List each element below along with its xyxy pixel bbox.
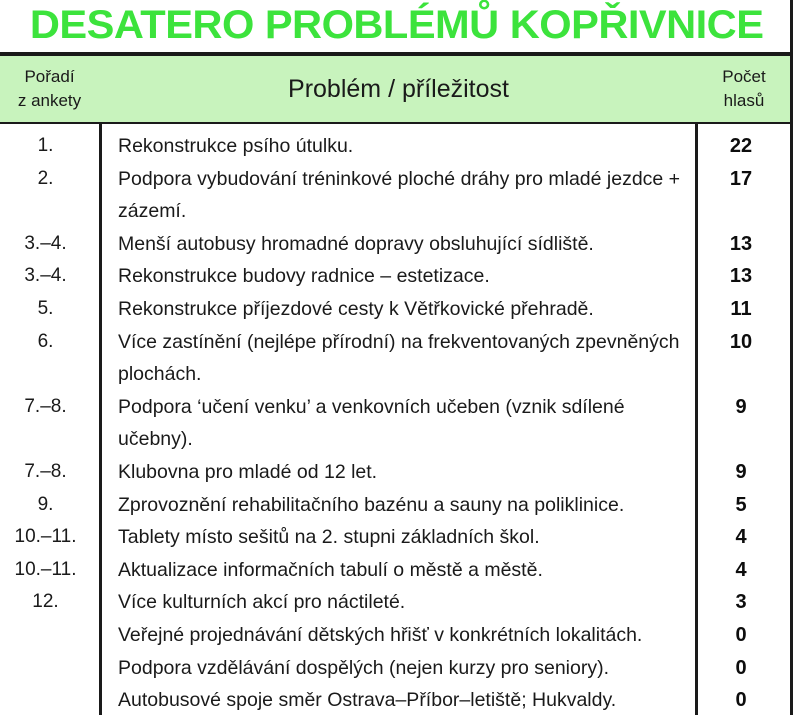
cell-rank: 2. — [37, 167, 54, 189]
cell-votes: 10 — [729, 330, 753, 353]
cell-issue: Rekonstrukce psího útulku. — [118, 135, 354, 157]
cell-votes: 0 — [735, 689, 747, 712]
table-row — [0, 130, 790, 163]
cell-votes: 4 — [735, 526, 747, 549]
cell-issue: Autobusové spoje směr Ostrava–Příbor–letiště; Hukvaldy. — [118, 689, 617, 712]
cell-rank: 1. — [37, 135, 54, 156]
cell-rank: 10.–11. — [14, 558, 77, 580]
table-row — [0, 293, 790, 326]
table-row — [0, 228, 790, 261]
table-header-row — [0, 56, 790, 122]
table-row — [0, 586, 790, 619]
cell-votes: 13 — [729, 232, 753, 255]
cell-votes: 22 — [729, 135, 753, 157]
divider-right-edge — [790, 0, 793, 715]
cell-rank: 5. — [37, 297, 54, 319]
cell-votes: 13 — [729, 265, 753, 288]
table-header-issue — [102, 56, 695, 122]
cell-votes: 0 — [735, 623, 747, 646]
table-header-rank — [0, 56, 99, 122]
cell-votes: 11 — [730, 297, 752, 320]
table-header-votes-line2: hlasů — [723, 91, 765, 110]
cell-issue: Více zastínění (nejlépe přírodní) na frekventovaných zpevněných plochách. — [118, 330, 680, 386]
cell-votes: 9 — [735, 395, 747, 418]
table-row — [0, 554, 790, 587]
cell-votes: 5 — [735, 493, 747, 516]
cell-issue: Podpora vzdělávání dospělých (nejen kurzy pro seniory). — [118, 656, 610, 679]
cell-issue: Rekonstrukce budovy radnice – estetizace. — [118, 265, 490, 288]
cell-votes: 3 — [735, 591, 747, 614]
table-row — [0, 163, 790, 228]
table-header-rank-line2: z ankety — [17, 91, 82, 110]
table-row — [0, 684, 790, 715]
cell-rank: 9. — [37, 493, 54, 515]
cell-rank: 10.–11. — [14, 526, 77, 548]
cell-issue: Klubovna pro mladé od 12 let. — [118, 460, 378, 483]
cell-rank: 12. — [32, 591, 59, 613]
cell-rank: 6. — [37, 330, 54, 352]
cell-issue: Veřejné projednávání dětských hřišť v konkrétních lokalitách. — [118, 623, 643, 646]
cell-issue: Podpora vybudování tréninkové ploché dráhy pro mladé jezdce + zázemí. — [118, 167, 681, 223]
table-header-votes-line1: Počet — [722, 66, 766, 86]
table-row — [0, 521, 790, 554]
cell-issue: Zprovoznění rehabilitačního bazénu a sauny na poliklinice. — [118, 493, 625, 516]
cell-issue: Menší autobusy hromadné dopravy obsluhující sídliště. — [118, 232, 594, 255]
cell-issue: Více kulturních akcí pro náctileté. — [118, 591, 406, 614]
cell-votes: 9 — [735, 460, 747, 483]
cell-votes: 0 — [735, 656, 747, 679]
cell-issue: Rekonstrukce příjezdové cesty k Větřkovické přehradě. — [118, 297, 594, 320]
table-header-issue-label: Problém / příležitost — [288, 74, 509, 103]
cell-rank: 3.–4. — [24, 265, 67, 287]
cell-rank: 3.–4. — [24, 232, 67, 254]
table-row — [0, 489, 790, 522]
cell-issue: Podpora ‘učení venku’ a venkovních učeben (vznik sdílené učebny). — [118, 395, 625, 451]
cell-issue: Aktualizace informačních tabulí o městě a městě. — [118, 558, 543, 581]
divider-header-bottom — [0, 122, 793, 124]
cell-rank: 7.–8. — [24, 395, 67, 417]
table-body — [0, 130, 790, 715]
table-row — [0, 652, 790, 685]
table-row — [0, 456, 790, 489]
cell-issue: Tablety místo sešitů na 2. stupni základních škol. — [118, 526, 540, 549]
cell-rank: 7.–8. — [24, 460, 67, 482]
table-header-rank-line1: Pořadí — [24, 66, 75, 86]
table-row — [0, 391, 790, 456]
page-title: DESATERO PROBLÉMŮ KOPŘIVNICE — [29, 3, 764, 47]
table-header-votes — [698, 56, 790, 122]
table-row — [0, 326, 790, 391]
cell-votes: 4 — [735, 558, 747, 581]
table-row — [0, 619, 790, 652]
table-row — [0, 260, 790, 293]
page-title-banner — [0, 0, 793, 52]
cell-votes: 17 — [729, 167, 753, 190]
